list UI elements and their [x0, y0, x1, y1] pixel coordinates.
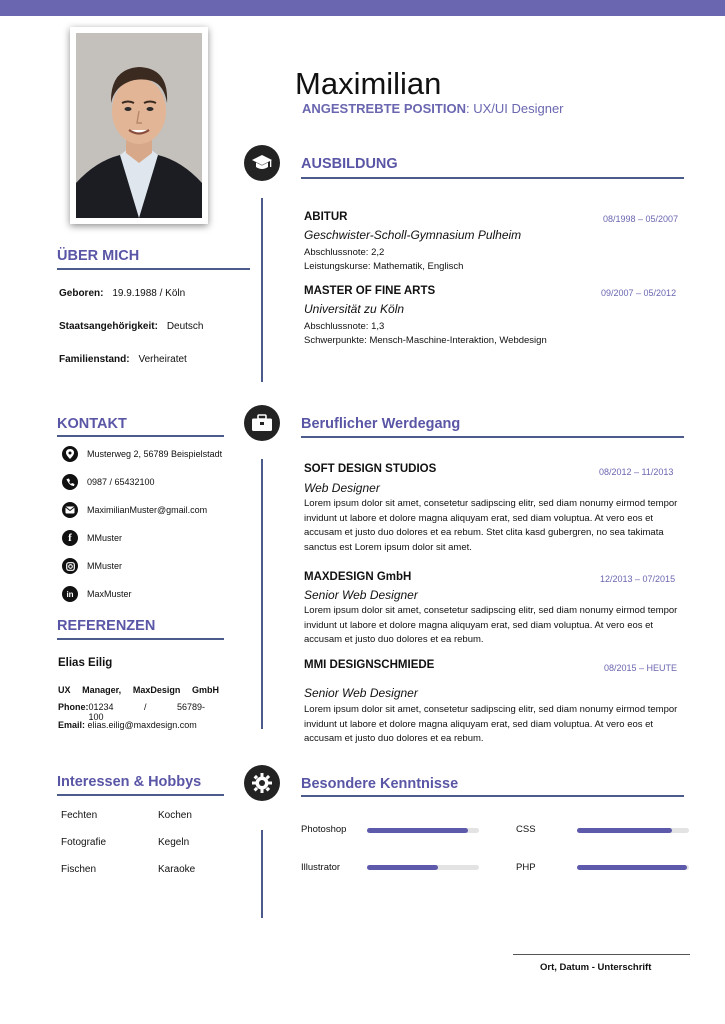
contact-title: KONTAKT — [57, 416, 127, 432]
hobby-item: Fechten — [61, 810, 98, 821]
education-rule — [301, 177, 684, 179]
contact-facebook[interactable]: MMuster — [87, 533, 123, 543]
hobby-item: Fotografie — [61, 837, 107, 848]
education-entry-date: 08/1998 – 05/2007 — [603, 214, 679, 224]
position-value: UX/UI Designer — [473, 101, 564, 116]
reference-name: Elias Eilig — [58, 657, 113, 669]
contact-row-instagram — [62, 557, 222, 575]
skill-bar-track — [577, 828, 689, 833]
skills-rule — [301, 795, 684, 797]
reference-phone-value: 01234 / 56789-100 — [88, 702, 206, 722]
career-entry-role: Senior Web Designer — [304, 686, 418, 700]
contact-address: Musterweg 2, 56789 Beispielstadt — [87, 449, 223, 459]
contact-row-phone — [62, 473, 222, 491]
graduation-cap-icon — [244, 145, 280, 181]
hobby-item: Fischen — [61, 864, 97, 875]
career-entry-description: Lorem ipsum dolor sit amet, consetetur sadipscing elitr, sed diam nonumy eirmod tempor invidunt ut labore et dolore magna aliquyam erat, sed diam voluptua. At vero eos et accusam et justo duo dolores et ea rebum. Stet clita kasd gubergren, no sea takimata sanctus est Lorem ipsum dolor sit amet. — [304, 498, 678, 553]
contact-row-linkedin — [62, 585, 222, 603]
contact-linkedin[interactable]: MaxMuster — [87, 589, 132, 599]
hobby-item: Karaoke — [158, 864, 196, 875]
education-entry-title: MASTER OF FINE ARTS — [304, 285, 436, 297]
career-entry-date: 12/2013 – 07/2015 — [600, 574, 676, 584]
signature-label: Ort, Datum - Unterschrift — [540, 962, 652, 973]
briefcase-icon — [244, 405, 280, 441]
portrait-illustration — [76, 33, 202, 218]
education-entry-grade: Abschlussnote: 2,2 — [304, 247, 385, 258]
gear-icon — [244, 765, 280, 801]
timeline-segment — [261, 198, 263, 382]
reference-email-row — [58, 720, 197, 730]
position-label: ANGESTREBTE POSITION — [302, 101, 466, 116]
career-entry-role: Senior Web Designer — [304, 588, 418, 602]
career-entry-company: MMI DESIGNSCHMIEDE — [304, 659, 435, 671]
candidate-name: Maximilian — [295, 66, 442, 101]
references-title: REFERENZEN — [57, 618, 156, 634]
email-icon — [62, 502, 78, 518]
hobby-item: Kegeln — [158, 837, 190, 848]
education-entry-institution: Universität zu Köln — [304, 302, 405, 316]
phone-icon — [62, 474, 78, 490]
skill-bar-track — [367, 828, 479, 833]
career-entry-description: Lorem ipsum dolor sit amet, consetetur sadipscing elitr, sed diam nonumy eirmod tempor invidunt ut labore et dolore magna aliquyam erat, sed diam voluptua. At vero eos et accusam et justo duo dolores et ea rebum. — [304, 704, 678, 744]
career-entry-company: SOFT DESIGN STUDIOS — [304, 463, 437, 475]
status-row — [59, 349, 187, 367]
contact-rule — [57, 435, 224, 437]
nationality-label: Staatsangehörigkeit: — [59, 321, 158, 332]
contact-phone: 0987 / 65432100 — [87, 477, 155, 487]
instagram-icon — [62, 558, 78, 574]
profile-photo — [76, 33, 202, 218]
contact-instagram[interactable]: MMuster — [87, 561, 123, 571]
career-entry-date: 08/2012 – 11/2013 — [599, 467, 674, 477]
linkedin-icon: in — [62, 586, 78, 602]
about-rule — [57, 268, 250, 270]
skill-bar-fill — [577, 865, 687, 870]
career-entry-date: 08/2015 – HEUTE — [604, 663, 678, 673]
reference-email-value[interactable]: elias.eilig@maxdesign.com — [87, 720, 197, 730]
references-rule — [57, 638, 224, 640]
signature-line — [513, 954, 690, 955]
nationality-row — [59, 316, 204, 334]
reference-phone-label: Phone: — [58, 702, 89, 712]
profile-photo-frame — [70, 27, 208, 224]
education-entry-date: 09/2007 – 05/2012 — [601, 288, 677, 298]
skill-bar-fill — [577, 828, 672, 833]
status-value: Verheiratet — [138, 354, 187, 365]
hobbies-title: Interessen & Hobbys — [57, 774, 202, 790]
skill-label: CSS — [516, 824, 536, 835]
status-label: Familienstand: — [59, 354, 130, 365]
reference-email-label: Email: — [58, 720, 86, 730]
contact-row-facebook — [62, 529, 222, 547]
education-entry-institution: Geschwister-Scholl-Gymnasium Pulheim — [304, 228, 522, 242]
skill-label: Illustrator — [301, 862, 341, 873]
education-entry-details: Schwerpunkte: Mensch-Maschine-Interaktion, Webdesign — [304, 335, 547, 346]
reference-phone-row — [58, 702, 219, 722]
born-row — [59, 283, 185, 301]
education-entry-details: Leistungskurse: Mathematik, Englisch — [304, 261, 464, 272]
position-colon: : — [465, 101, 474, 116]
skill-bar-track — [367, 865, 479, 870]
contact-row-address — [62, 445, 222, 463]
born-label: Geboren: — [59, 288, 104, 299]
education-title: AUSBILDUNG — [301, 156, 398, 172]
skill-label: PHP — [516, 862, 536, 873]
contact-row-email — [62, 501, 222, 519]
career-entry-company: MAXDESIGN GmbH — [304, 571, 412, 583]
skill-label: Photoshop — [301, 824, 347, 835]
timeline-segment — [261, 459, 263, 729]
skill-bar-fill — [367, 865, 438, 870]
nationality-value: Deutsch — [166, 321, 204, 332]
born-value: 19.9.1988 / Köln — [112, 288, 186, 299]
hobbies-rule — [57, 794, 224, 796]
facebook-icon: f — [62, 530, 78, 546]
career-entry-description: Lorem ipsum dolor sit amet, consetetur sadipscing elitr, sed diam nonumy eirmod tempor invidunt ut labore et dolore magna aliquyam erat, sed diam voluptua. At vero eos et accusam et justo duo dolores et ea rebum. — [304, 605, 678, 645]
timeline-segment — [261, 830, 263, 918]
desired-position — [302, 101, 564, 116]
education-entry-title: ABITUR — [304, 211, 348, 223]
hobby-item: Kochen — [158, 810, 192, 821]
education-entry-grade: Abschlussnote: 1,3 — [304, 321, 385, 332]
skills-title: Besondere Kenntnisse — [301, 776, 459, 792]
skill-bar-track — [577, 865, 689, 870]
about-title: ÜBER MICH — [57, 248, 140, 264]
career-rule — [301, 436, 684, 438]
reference-role: UX Manager, MaxDesign GmbH — [58, 685, 219, 695]
career-title: Beruflicher Werdegang — [301, 416, 461, 432]
top-accent-bar — [0, 0, 725, 16]
contact-email[interactable]: MaximilianMuster@gmail.com — [87, 505, 208, 515]
location-icon — [62, 446, 78, 462]
career-entry-role: Web Designer — [304, 481, 380, 495]
skill-bar-fill — [367, 828, 468, 833]
contact-list — [62, 445, 222, 603]
